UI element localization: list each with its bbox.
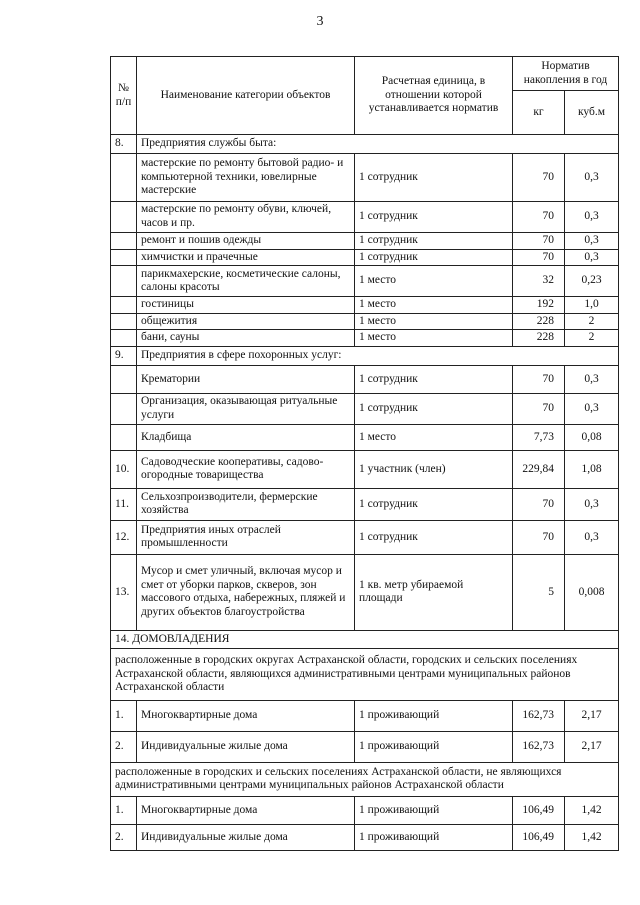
row-number — [111, 424, 137, 450]
unit-cell: 1 сотрудник — [355, 202, 513, 233]
unit-cell: 1 сотрудник — [355, 233, 513, 250]
row-number: 1. — [111, 796, 137, 824]
m3-value: 2,17 — [565, 700, 619, 731]
unit-cell: 1 сотрудник — [355, 520, 513, 554]
table-row — [111, 520, 619, 554]
header-norm: Норматив накопления в год — [513, 57, 619, 91]
object-name: мастерские по ремонту бытовой радио- и компьютерной техники, ювелирные мастерские — [137, 154, 355, 202]
object-name: химчистки и прачечные — [137, 249, 355, 266]
unit-cell: 1 место — [355, 330, 513, 347]
row-number: 9. — [111, 346, 137, 365]
kg-value: 192 — [513, 297, 565, 314]
object-name: Многоквартирные дома — [137, 700, 355, 731]
m3-value: 0,3 — [565, 154, 619, 202]
kg-value: 70 — [513, 202, 565, 233]
unit-cell: 1 проживающий — [355, 796, 513, 824]
unit-cell: 1 место — [355, 297, 513, 314]
m3-value: 2,17 — [565, 731, 619, 762]
header-unit: Расчетная единица, в отношении которой устанавливается норматив — [355, 57, 513, 135]
table-row — [111, 488, 619, 520]
category-name: Предприятия службы быта: — [137, 135, 619, 154]
table-row — [111, 233, 619, 250]
m3-value: 0,08 — [565, 424, 619, 450]
kg-value: 70 — [513, 393, 565, 424]
row-number — [111, 233, 137, 250]
section-text: 14. ДОМОВЛАДЕНИЯ — [111, 630, 619, 648]
table-row — [111, 450, 619, 488]
object-name: ремонт и пошив одежды — [137, 233, 355, 250]
unit-cell: 1 проживающий — [355, 824, 513, 850]
m3-value: 2 — [565, 330, 619, 347]
header-name: Наименование категории объектов — [137, 57, 355, 135]
row-number: 11. — [111, 488, 137, 520]
m3-value: 2 — [565, 313, 619, 330]
unit-cell: 1 проживающий — [355, 700, 513, 731]
section-text: расположенные в городских и сельских поселениях Астраханской области, не являющихся административными центрами муниципальных районов Астраханской области — [111, 762, 619, 796]
m3-value: 0,23 — [565, 266, 619, 297]
object-name: парикмахерские, косметические салоны, салоны красоты — [137, 266, 355, 297]
m3-value: 1,42 — [565, 824, 619, 850]
m3-value: 0,3 — [565, 393, 619, 424]
object-name: бани, сауны — [137, 330, 355, 347]
m3-value: 0,008 — [565, 554, 619, 630]
unit-cell: 1 сотрудник — [355, 365, 513, 393]
section-row — [111, 630, 619, 648]
table-row — [111, 154, 619, 202]
row-number: 8. — [111, 135, 137, 154]
table-row — [111, 365, 619, 393]
unit-cell: 1 место — [355, 313, 513, 330]
table-row — [111, 824, 619, 850]
header-kg: кг — [513, 91, 565, 135]
row-number — [111, 266, 137, 297]
m3-value: 0,3 — [565, 520, 619, 554]
row-number: 13. — [111, 554, 137, 630]
row-number — [111, 330, 137, 347]
unit-cell: 1 сотрудник — [355, 249, 513, 266]
row-number — [111, 202, 137, 233]
kg-value: 5 — [513, 554, 565, 630]
header-num: № п/п — [111, 57, 137, 135]
norms-table — [110, 56, 619, 851]
table-row — [111, 393, 619, 424]
table-row — [111, 330, 619, 347]
table-row — [111, 249, 619, 266]
object-name: Мусор и смет уличный, включая мусор и смет от уборки парков, скверов, зон массового отдыха, набережных, пляжей и других объектов благоустройства — [137, 554, 355, 630]
m3-value: 0,3 — [565, 488, 619, 520]
section-row — [111, 648, 619, 700]
row-number: 12. — [111, 520, 137, 554]
row-number: 1. — [111, 700, 137, 731]
object-name: Крематории — [137, 365, 355, 393]
kg-value: 106,49 — [513, 824, 565, 850]
kg-value: 228 — [513, 330, 565, 347]
object-name: Кладбища — [137, 424, 355, 450]
object-name: Многоквартирные дома — [137, 796, 355, 824]
object-name: Предприятия иных отраслей промышленности — [137, 520, 355, 554]
kg-value: 70 — [513, 233, 565, 250]
unit-cell: 1 проживающий — [355, 731, 513, 762]
section-row — [111, 762, 619, 796]
kg-value: 162,73 — [513, 700, 565, 731]
unit-cell: 1 участник (член) — [355, 450, 513, 488]
kg-value: 7,73 — [513, 424, 565, 450]
kg-value: 70 — [513, 520, 565, 554]
header-m3: куб.м — [565, 91, 619, 135]
m3-value: 1,0 — [565, 297, 619, 314]
kg-value: 70 — [513, 249, 565, 266]
unit-cell: 1 сотрудник — [355, 154, 513, 202]
row-number — [111, 249, 137, 266]
table-row — [111, 731, 619, 762]
object-name: Индивидуальные жилые дома — [137, 824, 355, 850]
row-number: 10. — [111, 450, 137, 488]
row-number — [111, 393, 137, 424]
table-row — [111, 554, 619, 630]
kg-value: 162,73 — [513, 731, 565, 762]
kg-value: 70 — [513, 154, 565, 202]
m3-value: 0,3 — [565, 365, 619, 393]
m3-value: 1,08 — [565, 450, 619, 488]
kg-value: 228 — [513, 313, 565, 330]
row-number — [111, 313, 137, 330]
kg-value: 32 — [513, 266, 565, 297]
row-number — [111, 365, 137, 393]
table-row — [111, 266, 619, 297]
object-name: мастерские по ремонту обуви, ключей, часов и пр. — [137, 202, 355, 233]
row-number — [111, 297, 137, 314]
category-name: Предприятия в сфере похоронных услуг: — [137, 346, 619, 365]
row-number — [111, 154, 137, 202]
m3-value: 0,3 — [565, 233, 619, 250]
row-number: 2. — [111, 731, 137, 762]
unit-cell: 1 сотрудник — [355, 393, 513, 424]
section-text: расположенные в городских округах Астраханской области, городских и сельских поселениях Астраханской области, являющихся административными центрами муниципальных районов Астраханской области — [111, 648, 619, 700]
row-number: 2. — [111, 824, 137, 850]
unit-cell: 1 сотрудник — [355, 488, 513, 520]
table-row — [111, 297, 619, 314]
object-name: Индивидуальные жилые дома — [137, 731, 355, 762]
table-row — [111, 202, 619, 233]
object-name: Сельхозпроизводители, фермерские хозяйства — [137, 488, 355, 520]
category-row — [111, 135, 619, 154]
unit-cell: 1 кв. метр убираемой площади — [355, 554, 513, 630]
kg-value: 229,84 — [513, 450, 565, 488]
object-name: Садоводческие кооперативы, садово-огородные товарищества — [137, 450, 355, 488]
m3-value: 0,3 — [565, 202, 619, 233]
unit-cell: 1 место — [355, 424, 513, 450]
object-name: общежития — [137, 313, 355, 330]
kg-value: 106,49 — [513, 796, 565, 824]
table-row — [111, 424, 619, 450]
table-row — [111, 700, 619, 731]
category-row — [111, 346, 619, 365]
unit-cell: 1 место — [355, 266, 513, 297]
kg-value: 70 — [513, 488, 565, 520]
kg-value: 70 — [513, 365, 565, 393]
m3-value: 0,3 — [565, 249, 619, 266]
page-number: 3 — [316, 14, 324, 29]
object-name: гостиницы — [137, 297, 355, 314]
table-row — [111, 796, 619, 824]
object-name: Организация, оказывающая ритуальные услуги — [137, 393, 355, 424]
m3-value: 1,42 — [565, 796, 619, 824]
table-row — [111, 313, 619, 330]
